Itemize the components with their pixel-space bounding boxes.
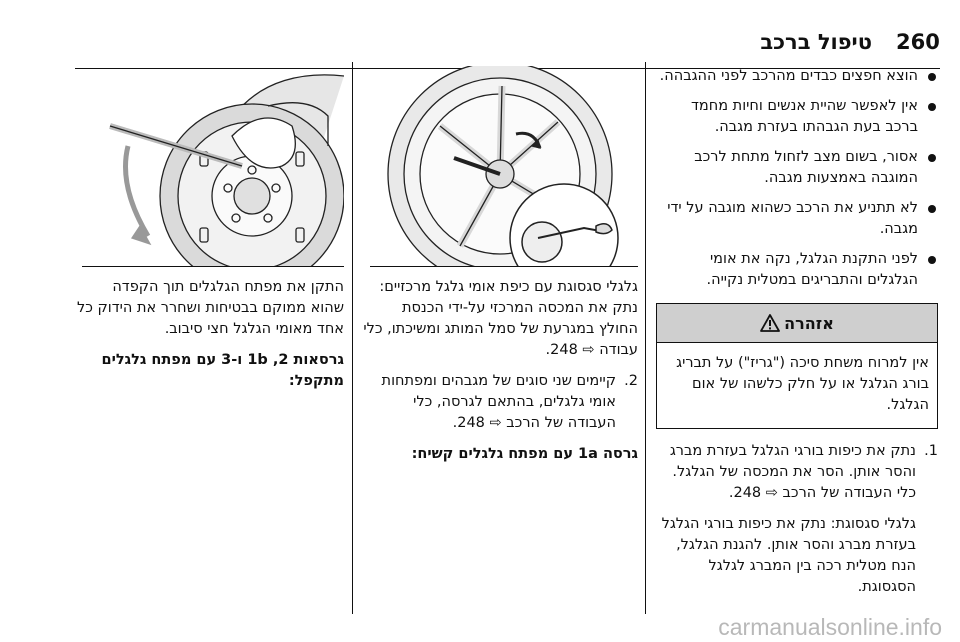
left-column — [76, 66, 344, 402]
step-number: 2. — [624, 373, 638, 389]
step-number: 1. — [924, 443, 938, 459]
column-divider-left — [352, 62, 353, 614]
step-item — [362, 371, 638, 434]
bullet-item: לפני התקנת הגלגל, נקה את אומי הגלגלים והתבריגים במטלית נקייה. — [656, 249, 938, 291]
right-column — [656, 66, 938, 608]
column-divider-right — [645, 62, 646, 614]
steps-list-middle — [362, 371, 638, 434]
wheel-wrench-drawing — [82, 66, 344, 266]
version-caption: גרסאות 1b ,2 ו-3 עם מפתח גלגלים מתקפל: — [101, 352, 344, 389]
steps-list-right — [656, 441, 938, 598]
warning-title: אזהרה — [784, 313, 834, 333]
safety-bullet-list — [656, 66, 938, 291]
running-title: טיפול ברכב — [760, 30, 872, 54]
bullet-item: אין לאפשר שהיית אנשים וחיות מחמד ברכב בעת הגבהתו בעזרת מגבה. — [656, 96, 938, 138]
page-number: 260 — [896, 30, 940, 54]
step-text: קיימים שני סוגים של מגבהים ומפתחות אומי גלגלים, בהתאם לגרסה, כלי העבודה של הרכב ⇨ 248. — [381, 373, 616, 431]
warning-box — [656, 303, 938, 429]
middle-column — [362, 66, 638, 475]
bullet-item: אסור, בשום מצב לזחול מתחת לרכב המוגבה באמצעות מגבה. — [656, 147, 938, 189]
warning-triangle-icon — [760, 314, 780, 332]
bullet-item: לא תתניע את הרכב כשהוא מוגבה על ידי מגבה. — [656, 198, 938, 240]
warning-header — [657, 304, 937, 343]
warning-body: אין למרוח משחת סיכה ("גריז") על תבריג בורג הגלגל או על חלק כלשהו של אום הגלגל. — [676, 355, 929, 413]
wheel-wrench-illustration — [82, 66, 344, 267]
page-header — [0, 16, 960, 56]
alloy-wheel-drawing — [370, 66, 638, 266]
version-caption: גרסה 1a עם מפתח גלגלים קשיח: — [411, 446, 638, 462]
alloy-wheel-note: גלגלי סגסוגת: נתק את כיפות בורגי הגלגל בעזרת מברג והסר אותן. להגנת הגלגל, הנח מטלית רכה בין המברג לגלגל הסגסוגת. — [661, 516, 916, 595]
alloy-wheel-illustration — [370, 66, 638, 267]
loosen-nuts-text: התקן את מפתח הגלגלים תוך הקפדה שהוא ממוקם בבטיחות ושחרר את הידוק כל אחד מאומי הגלגל חצי סיבוב. — [76, 279, 344, 337]
step-item — [656, 441, 938, 598]
watermark: carmanualsonline.info — [718, 614, 942, 640]
alloy-center-cap-text: גלגלי סגסוגת עם כיפת אומי גלגל מרכזיים: נתק את המכסה המרכזי על-ידי הכנסת החולץ במגרעת של סמל המותג ומשיכתו, כלי עבודה ⇨ 248. — [363, 279, 638, 358]
step-text: נתק את כיפות בורגי הגלגל בעזרת מברג והסר אותן. הסר את המכסה של הגלגל. כלי העבודה של הרכב ⇨ 248. — [669, 443, 916, 501]
bullet-item: הוצא חפצים כבדים מהרכב לפני ההגבהה. — [656, 66, 938, 87]
